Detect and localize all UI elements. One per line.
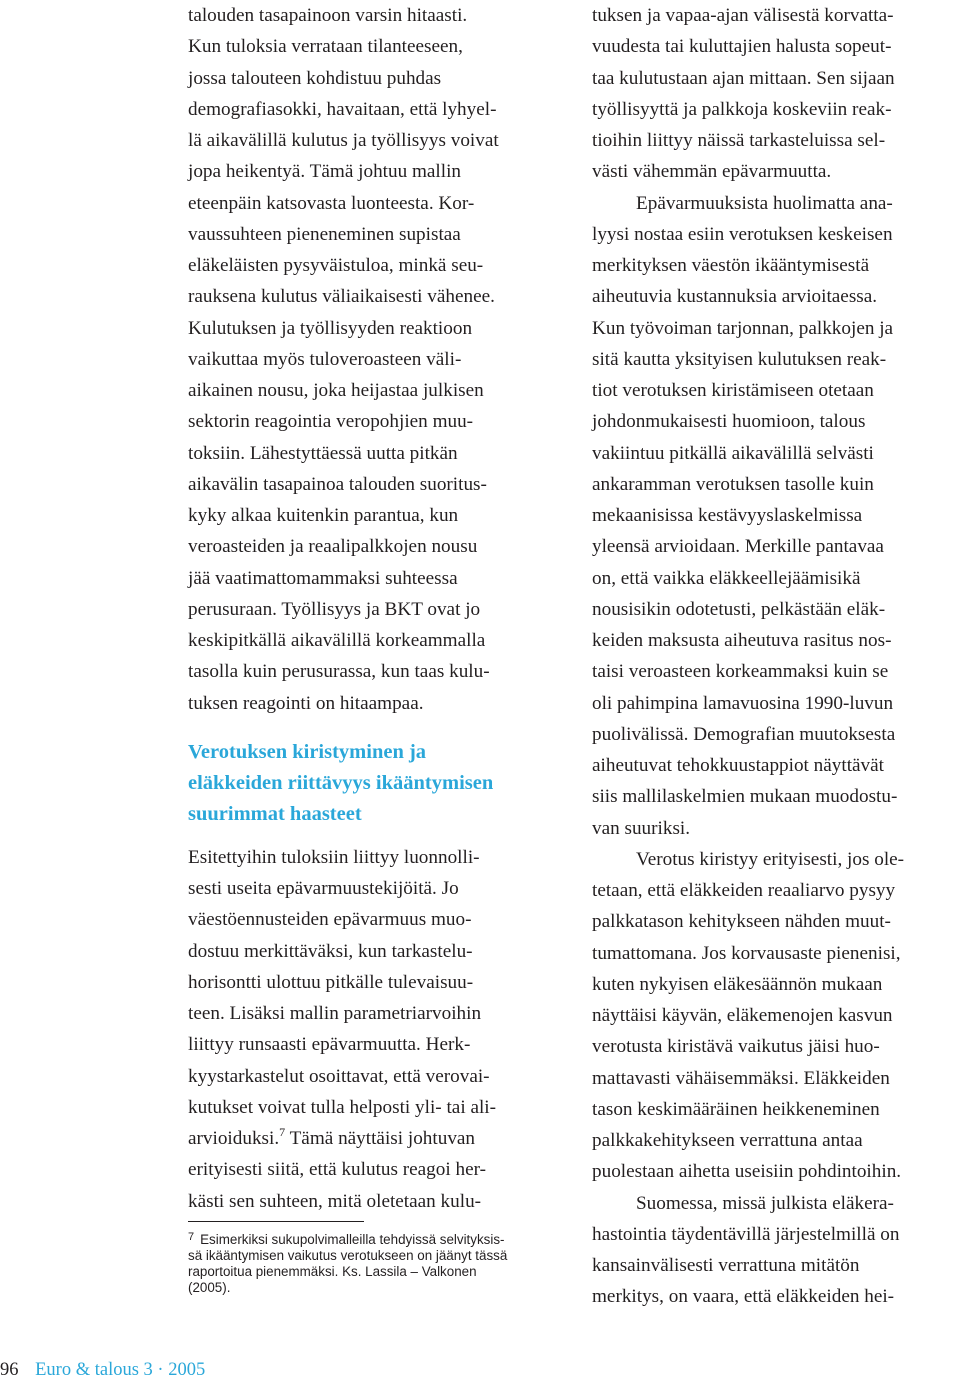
footnote-line — [188, 1229, 560, 1248]
text-line: vuudesta tai kuluttajien halusta sopeut- — [592, 36, 892, 58]
text-line: oli pahimpina lamavuosina 1990-luvun — [592, 692, 894, 714]
text-line: lyysi nostaa esiin verotuksen keskeisen — [592, 223, 893, 245]
text-line: yleensä arvioidaan. Merkille pantavaa — [592, 536, 884, 558]
text-line: kutukset voivat tulla helposti yli- tai ali- — [188, 1096, 497, 1118]
text-line: perusuraan. Työllisyys ja BKT ovat jo — [188, 598, 481, 620]
text-line: tioihin liittyy näissä tarkasteluissa sel- — [592, 130, 886, 151]
paragraph — [592, 1188, 958, 1313]
text-line: västi vähemmän epävarmuutta. — [592, 161, 832, 183]
text-line: tason keskimääräinen heikkeneminen — [592, 1098, 880, 1120]
footnote-line — [188, 1264, 560, 1280]
text-line: Kun työvoiman tarjonnan, palkkojen ja — [592, 317, 894, 339]
footnote-line — [188, 1280, 560, 1296]
text-line: aiheutuvat tehokkuustappiot näyttävät — [592, 755, 885, 776]
text-line: Kun tuloksia verrataan tilanteeseen, — [188, 36, 463, 58]
footnote-text: sä ikääntymisen vaikutus verotukseen on jäänyt tässä — [188, 1248, 508, 1263]
publication-title: Euro & talous 3 · 2005 — [35, 1360, 206, 1380]
text-line: tuksen ja vapaa-ajan välisestä korvatta- — [592, 5, 894, 26]
heading-line: suurimmat haasteet — [188, 802, 362, 825]
text-line: lä aikavälillä kulutus ja työllisyys voivat — [188, 130, 499, 151]
footnote-text: (2005). — [188, 1280, 231, 1295]
text-line: verotusta kiristävä vaikutus jäisi huo- — [592, 1036, 880, 1058]
paragraph — [188, 0, 560, 719]
paragraph — [188, 842, 560, 1123]
footnote-line — [188, 1248, 560, 1264]
text-line: Esitettyihin tuloksiin liittyy luonnolli- — [188, 846, 480, 868]
text-line: sesti useita epävarmuustekijöitä. Jo — [188, 878, 459, 899]
text-line: palkkatason kehitykseen nähden muut- — [592, 911, 891, 933]
text-line: van suuriksi. — [592, 817, 691, 839]
heading-line: Verotuksen kiristyminen ja — [188, 740, 427, 763]
text-line: hastointia täydentävillä järjestelmillä on — [592, 1223, 900, 1245]
text-line: Suomessa, missä julkista eläkera- — [636, 1192, 894, 1214]
section-heading — [188, 737, 560, 830]
text-line: rauksena kulutus väliaikaisesti vähenee. — [188, 286, 495, 308]
text-line: liittyy runsaasti epävarmuutta. Herk- — [188, 1034, 471, 1056]
text-line: tuksen reagointi on hitaampaa. — [188, 692, 424, 714]
text-line: ankaramman verotuksen tasolle kuin — [592, 473, 874, 495]
left-column — [188, 0, 560, 1217]
footnote-number: 7 — [188, 1231, 195, 1243]
text-line: vaikuttaa myös tuloveroasteen väli- — [188, 348, 462, 370]
text-line: kyky alkaa kuitenkin parantua, kun — [188, 505, 459, 526]
text-line: jää vaatimattomammaksi suhteessa — [188, 567, 458, 589]
text-line: kästi sen suhteen, mitä oletetaan kulu- — [188, 1190, 482, 1212]
text-line: tumattomana. Jos korvausaste pienenisi, — [592, 942, 901, 964]
text-line: aikainen nousu, joka heijastaa julkisen — [188, 380, 484, 401]
paragraph — [592, 844, 958, 1188]
text-line: talouden tasapainoon varsin hitaasti. — [188, 5, 468, 26]
text-line: merkityksen väestön ikääntymisestä — [592, 255, 870, 276]
text-line: kyystarkastelut osoittavat, että verovai- — [188, 1065, 490, 1087]
footnote-rule — [188, 1221, 364, 1222]
footnote-text: Esimerkiksi sukupolvimalleilla tehdyissä selvityksis- — [200, 1232, 505, 1247]
text-line: sektorin reagointia veropohjien muu- — [188, 411, 474, 433]
text-line: tiot verotuksen kiristämiseen otetaan — [592, 380, 874, 401]
text-line: Kulutuksen ja työllisyyden reaktioon — [188, 317, 473, 339]
text-line: dostuu merkittäväksi, kun tarkastelu- — [188, 940, 473, 962]
paragraph — [592, 188, 958, 844]
text-line: sitä kautta yksityisen kulutuksen reak- — [592, 348, 887, 370]
text-line: johdonmukaisesti huomioon, talous — [592, 411, 866, 433]
text-line: horisontti ulottuu pitkälle tulevaisuu- — [188, 971, 474, 993]
text-line: nousisikin odotetusti, pelkästään eläk- — [592, 598, 886, 620]
text-line: taisi veroasteen korkeammaksi kuin se — [592, 661, 889, 683]
page-footer — [0, 1359, 600, 1381]
text-line: Epävarmuuksista huolimatta ana- — [636, 192, 893, 214]
text-line: eteenpäin katsovasta luonteesta. Kor- — [188, 192, 475, 214]
text-line: puolestaan aihetta useisiin pohdintoihin. — [592, 1161, 902, 1183]
text-line: taa kulutustaan ajan mittaan. Sen sijaan — [592, 67, 895, 89]
text-line: aikavälin tasapainoa talouden suoritus- — [188, 473, 487, 495]
text-line: aiheutuvia kustannuksia arvioitaessa. — [592, 286, 878, 308]
text-line: jopa heikentyä. Tämä johtuu mallin — [188, 161, 462, 183]
text-line: merkitys, on vaara, että eläkkeiden hei- — [592, 1286, 895, 1308]
right-column — [592, 0, 958, 1313]
text-line: teen. Lisäksi mallin parametriarvoihin — [188, 1003, 482, 1024]
footnote — [188, 1229, 560, 1296]
text-line: on, että vaikka eläkkeellejäämisikä — [592, 567, 861, 589]
text-line: tetaan, että eläkkeiden reaaliarvo pysyy — [592, 880, 896, 901]
text-line: demografiasokki, havaitaan, että lyhyel- — [188, 98, 497, 120]
text-line: kuten nykyisen eläkesäännön mukaan — [592, 973, 883, 995]
text-line: palkkakehitykseen verrattuna antaa — [592, 1130, 863, 1151]
text-line: työllisyyttä ja palkkoja koskeviin reak- — [592, 98, 892, 120]
footnote-reference[interactable]: 7 — [279, 1125, 286, 1139]
text-line: vakiintuu pitkällä aikavälillä selvästi — [592, 442, 874, 464]
text-line: näyttäisi käyvän, eläkemenojen kasvun — [592, 1005, 893, 1026]
page-number: 96 — [0, 1360, 19, 1380]
text-line: Verotus kiristyy erityisesti, jos ole- — [636, 848, 905, 870]
text-line: keskipitkällä aikavälillä korkeammalla — [188, 630, 486, 651]
text-line: vaussuhteen pieneneminen supistaa — [188, 223, 461, 245]
text-line: mattavasti vähäisemmäksi. Eläkkeiden — [592, 1067, 890, 1089]
text-line: keiden maksusta aiheutuva rasitus nos- — [592, 630, 892, 651]
text-line: eläkeläisten pysyväistuloa, minkä seu- — [188, 255, 484, 276]
text-line: tasolla kuin perusurassa, kun taas kulu- — [188, 661, 490, 683]
text-line: siis mallilaskelmien mukaan muodostu- — [592, 786, 898, 808]
text-line: arvioiduksi.$^7$ Tämä näyttäisi johtuvan — [188, 1125, 476, 1149]
text-line: kansainvälisesti verrattuna mitätön — [592, 1255, 860, 1276]
text-line: väestöennusteiden epävarmuus muo- — [188, 909, 472, 931]
text-line: jossa talouteen kohdistuu puhdas — [188, 67, 442, 89]
text-line: toksiin. Lähestyttäessä uutta pitkän — [188, 442, 458, 464]
paragraph — [592, 0, 958, 188]
section-gap — [188, 719, 560, 737]
text-line: erityisesti siitä, että kulutus reagoi her- — [188, 1159, 487, 1181]
paragraph-tail — [188, 1154, 560, 1217]
text-line: veroasteiden ja reaalipalkkojen nousu — [188, 536, 478, 558]
footnote-text: raportoitua pienemmäksi. Ks. Lassila – Valkonen — [188, 1264, 477, 1279]
heading-line: eläkkeiden riittävyys ikääntymisen — [188, 771, 494, 794]
text-line: mekaanisissa kestävyyslaskelmissa — [592, 505, 863, 526]
text-line: puolivälissä. Demografian muutoksesta — [592, 723, 896, 745]
